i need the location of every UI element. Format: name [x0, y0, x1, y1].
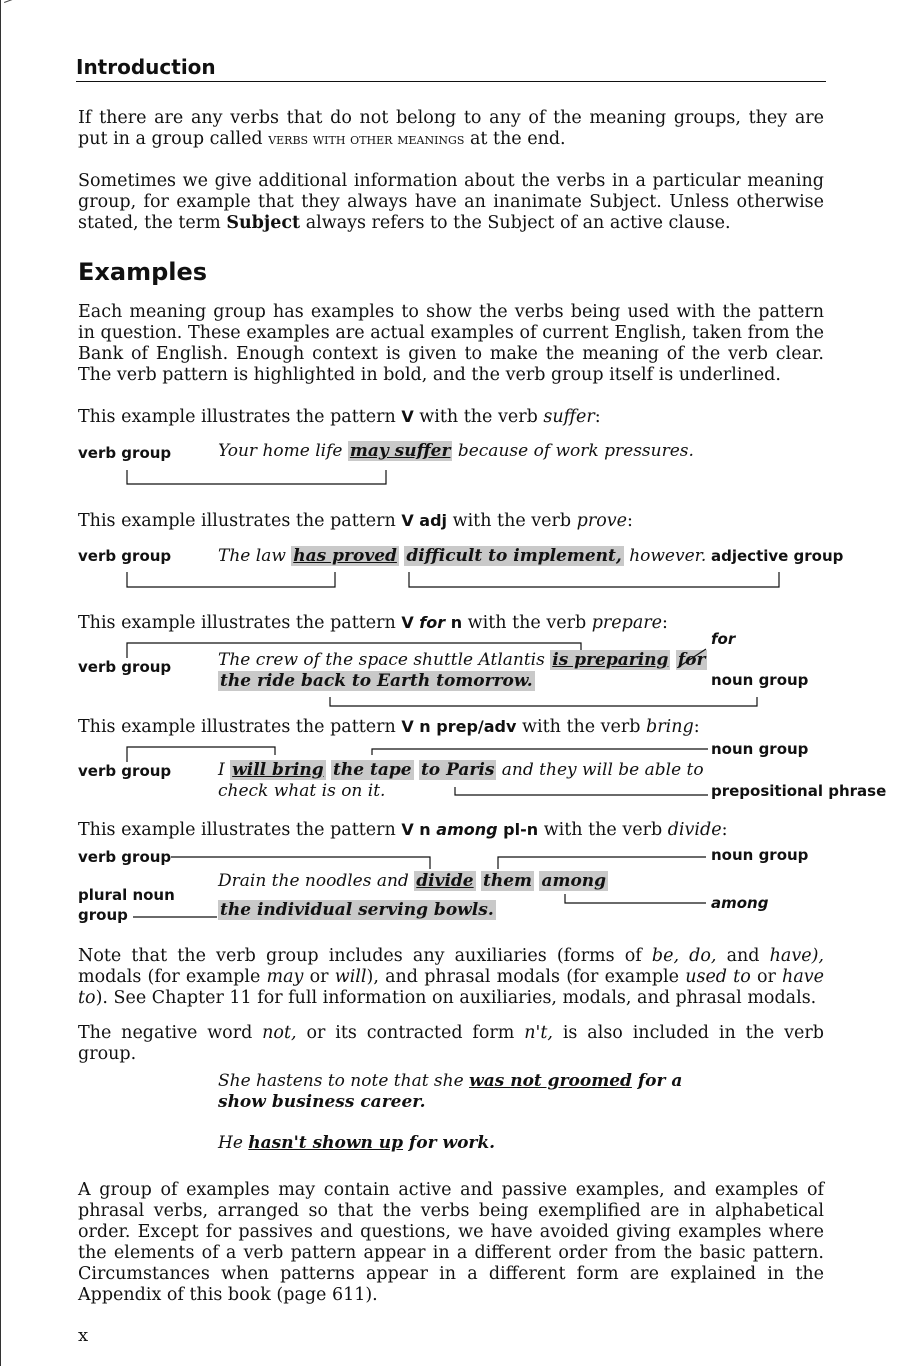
bracket-ex5-noun-group — [498, 857, 706, 869]
example-5-intro: This example illustrates the pattern V n among pl-n with the verb divide: — [78, 820, 728, 840]
bracket-ex1-verb-group — [127, 470, 386, 484]
example-1-intro: This example illustrates the pattern V with the verb suffer: — [78, 407, 601, 427]
bracket-ex3-noun-group — [330, 697, 757, 706]
example-4-sentence-line-2: check what is on it. — [218, 781, 386, 801]
paragraph-additional-info: Sometimes we give additional information about the verbs in a particular meaning group, for example that they always have an inanimate Subject. Unless otherwise stated, the term Subject always refers to the Subject of an active clause. — [78, 171, 824, 233]
example-2-intro: This example illustrates the pattern V adj with the verb prove: — [78, 511, 633, 531]
paragraph-examples-intro: Each meaning group has examples to show the verbs being used with the pattern in question. These examples are actual examples of current English, taken from the Bank of English. Enough context is given to make the meaning of the verb clear. The verb pattern is highlighted in bold, and the verb group itself is underlined. — [78, 302, 824, 385]
label-group: group — [78, 906, 128, 924]
label-verb-group: verb group — [78, 848, 172, 866]
label-noun-group: noun group — [711, 740, 809, 758]
label-noun-group: noun group — [711, 846, 809, 864]
example-4-sentence-line-1: I will bring the tape to Paris and they will be able to — [218, 760, 704, 780]
bracket-ex5-among — [565, 894, 706, 903]
paragraph-verb-group-auxiliaries: Note that the verb group includes any auxiliaries (forms of be, do, and have), modals (for example may or will), and phrasal modals (for example used to or have to). See Chapter 11 for full information on auxiliaries, modals, and phrasal modals. — [78, 946, 824, 1008]
example-3-intro: This example illustrates the pattern V for n with the verb prepare: — [78, 613, 668, 633]
label-adjective-group: adjective group — [711, 547, 844, 565]
label-verb-group: verb group — [78, 547, 172, 565]
label-prepositional-phrase: prepositional phrase — [711, 782, 887, 800]
label-for: for — [711, 630, 736, 648]
example-3-sentence-line-1: The crew of the space shuttle Atlantis is preparing for — [218, 650, 706, 670]
paragraph-group-of-examples: A group of examples may contain active and passive examples, and examples of phrasal verbs, arranged so that the verbs being exemplified are in alphabetical order. Except for passives and questions, we have avoided giving examples where the elements of a verb pattern appear in a different order from the basic pattern. Circumstances when patterns appear in a different form are explained in the Appendix of this book (page 611). — [78, 1180, 824, 1305]
label-verb-group: verb group — [78, 762, 172, 780]
bracket-ex4-prep-phrase — [455, 787, 708, 795]
page-edge — [0, 0, 1, 1366]
paragraph-verbs-other-meanings: If there are any verbs that do not belong to any of the meaning groups, they are put in a group called verbs with other meanings at the end. — [78, 108, 824, 149]
negative-example-1: She hastens to note that she was not groomed for a show business career. — [218, 1071, 683, 1112]
label-among: among — [711, 894, 769, 912]
example-5-sentence-line-2: the individual serving bowls. — [220, 900, 494, 920]
bracket-ex4-noun-group — [372, 749, 708, 755]
negative-example-2: He hasn't shown up for work. — [218, 1133, 496, 1153]
running-head: Introduction — [76, 55, 826, 82]
label-verb-group: verb group — [78, 658, 172, 676]
page-number: x — [78, 1325, 89, 1346]
example-4-intro: This example illustrates the pattern V n prep/adv with the verb bring: — [78, 717, 700, 737]
example-1-sentence: Your home life may suffer because of work pressures. — [218, 441, 694, 461]
label-verb-group: verb group — [78, 444, 172, 462]
label-noun-group: noun group — [711, 671, 809, 689]
corner-mark — [4, 0, 23, 12]
bracket-ex2-verb-group — [127, 572, 335, 587]
paragraph-negative-word: The negative word not, or its contracted form n't, is also included in the verb group. — [78, 1023, 824, 1064]
example-2-sentence: The law has proved difficult to implement, however. — [218, 546, 707, 566]
label-plural-noun: plural noun — [78, 886, 175, 904]
bracket-ex5-verb-group — [171, 857, 430, 869]
section-heading-examples: Examples — [78, 258, 208, 286]
bracket-ex2-adjective-group — [409, 572, 779, 587]
example-3-sentence-line-2: the ride back to Earth tomorrow. — [220, 671, 533, 691]
example-5-sentence-line-1: Drain the noodles and divide them among — [218, 871, 607, 891]
